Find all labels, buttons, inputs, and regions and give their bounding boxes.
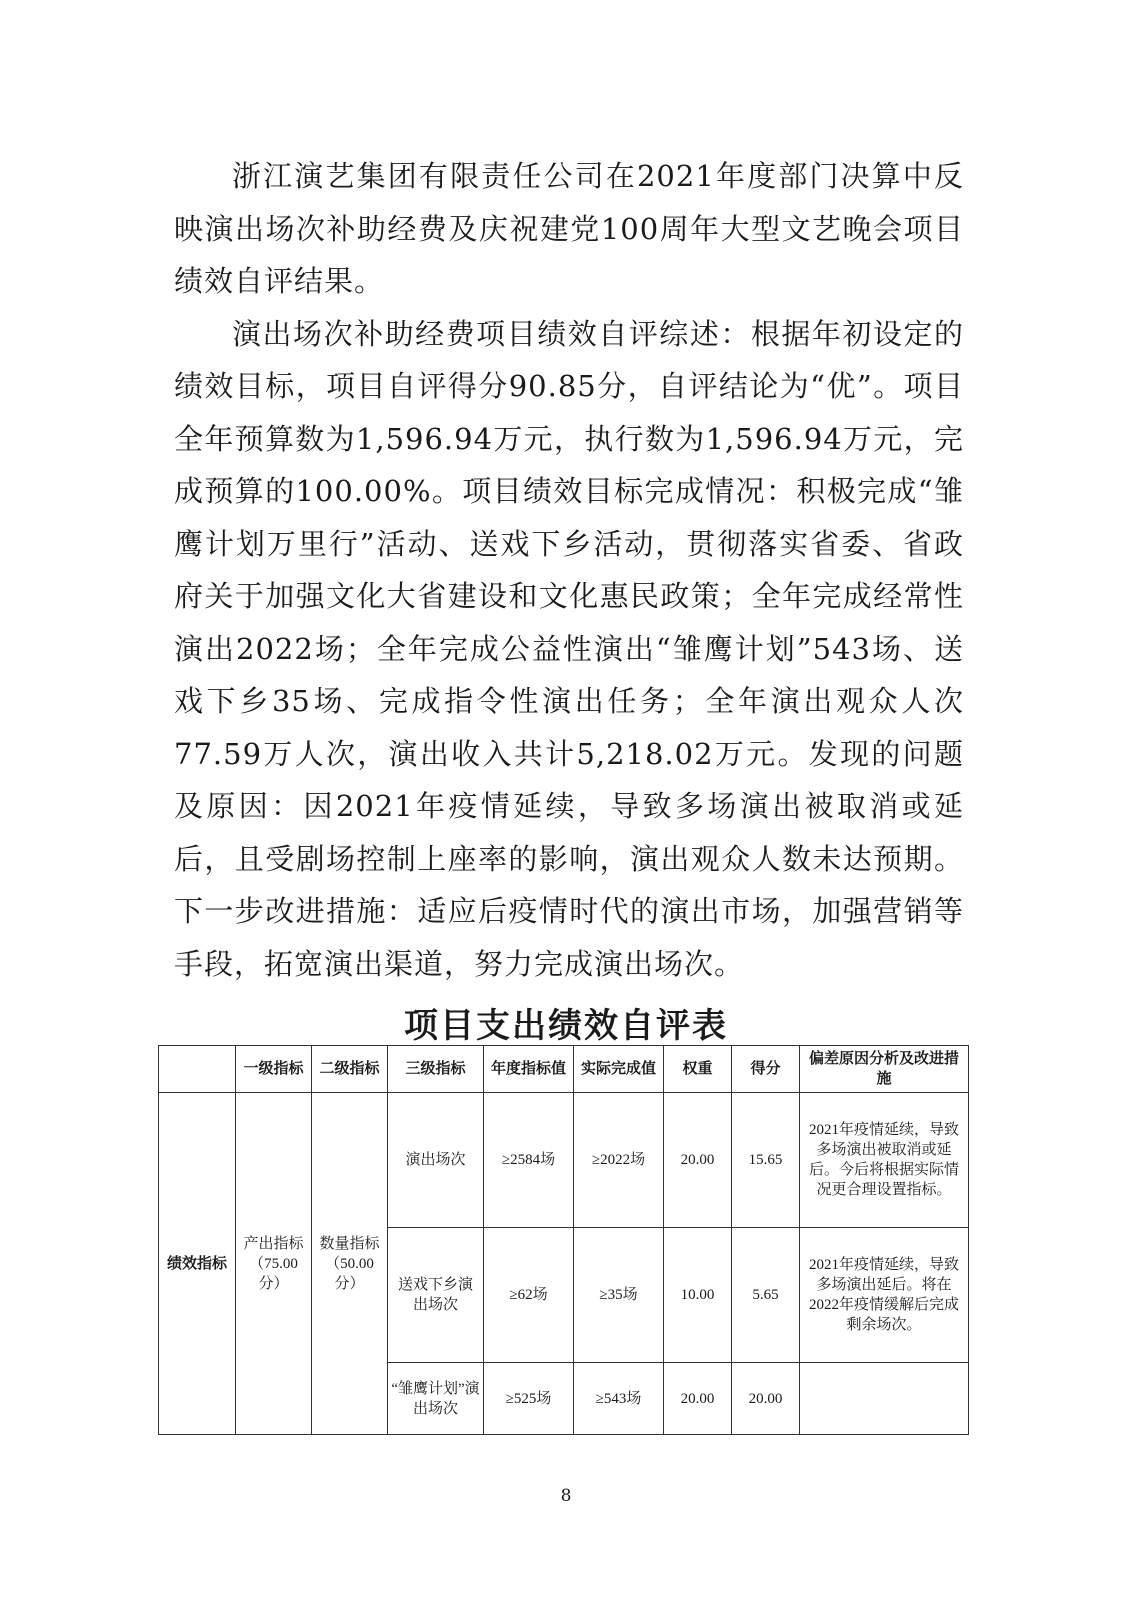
deviation-cell: 2021年疫情延续，导致多场演出被取消或延后。今后将根据实际情况更合理设置指标。 <box>800 1093 969 1228</box>
intro-paragraph: 浙江演艺集团有限责任公司在2021年度部门决算中反映演出场次补助经费及庆祝建党100周年大型文艺晚会项目绩效自评结果。 <box>174 159 964 298</box>
weight-cell: 20.00 <box>664 1363 732 1435</box>
header-cell-level2: 二级指标 <box>312 1046 388 1093</box>
table-title: 项目支出绩效自评表 <box>404 1006 728 1046</box>
header-cell-deviation: 偏差原因分析及改进措施 <box>800 1046 969 1093</box>
performance-table <box>158 1045 969 1435</box>
weight-cell: 10.00 <box>664 1228 732 1363</box>
header-cell-blank <box>159 1046 236 1093</box>
header-cell-score: 得分 <box>732 1046 800 1093</box>
level1-cell: 产出指标（75.00分） <box>236 1093 312 1435</box>
actual-cell: ≥2022场 <box>574 1093 664 1228</box>
score-cell: 5.65 <box>732 1228 800 1363</box>
actual-cell: ≥543场 <box>574 1363 664 1435</box>
body-text <box>174 150 964 990</box>
level3-cell: “雏鹰计划”演出场次 <box>388 1363 484 1435</box>
weight-cell: 20.00 <box>664 1093 732 1228</box>
score-cell: 20.00 <box>732 1363 800 1435</box>
header-cell-actual: 实际完成值 <box>574 1046 664 1093</box>
summary-paragraph: 演出场次补助经费项目绩效自评综述：根据年初设定的绩效目标，项目自评得分90.85分，自评结论为“优”。项目全年预算数为1,596.94万元，执行数为1,596.94万元，完成预算的100.00%。项目绩效目标完成情况：积极完成“雏鹰计划万里行”活动、送戏下乡活动，贯彻落实省委、省政府关于加强文化大省建设和文化惠民政策；全年完成经常性演出2022场；全年完成公益性演出“雏鹰计划”543场、送戏下乡35场、完成指令性演出任务；全年演出观众人次77.59万人次，演出收入共计5,218.02万元。发现的问题及原因：因2021年疫情延续，导致多场演出被取消或延后，且受剧场控制上座率的影响，演出观众人数未达预期。下一步改进措施：适应后疫情时代的演出市场，加强营销等手段，拓宽演出渠道，努力完成演出场次。 <box>174 316 964 981</box>
table-row <box>159 1093 969 1228</box>
header-cell-weight: 权重 <box>664 1046 732 1093</box>
header-cell-level3: 三级指标 <box>388 1046 484 1093</box>
score-cell: 15.65 <box>732 1093 800 1228</box>
level2-cell: 数量指标（50.00分） <box>312 1093 388 1435</box>
row-group-label: 绩效指标 <box>159 1093 236 1435</box>
target-cell: ≥2584场 <box>484 1093 574 1228</box>
table-header-row <box>159 1046 969 1093</box>
target-cell: ≥525场 <box>484 1363 574 1435</box>
level3-cell: 演出场次 <box>388 1093 484 1228</box>
target-cell: ≥62场 <box>484 1228 574 1363</box>
page-number: 8 <box>560 1486 572 1506</box>
actual-cell: ≥35场 <box>574 1228 664 1363</box>
deviation-cell: 2021年疫情延续，导致多场演出延后。将在2022年疫情缓解后完成剩余场次。 <box>800 1228 969 1363</box>
deviation-cell <box>800 1363 969 1435</box>
level3-cell: 送戏下乡演出场次 <box>388 1228 484 1363</box>
header-cell-target: 年度指标值 <box>484 1046 574 1093</box>
header-cell-level1: 一级指标 <box>236 1046 312 1093</box>
